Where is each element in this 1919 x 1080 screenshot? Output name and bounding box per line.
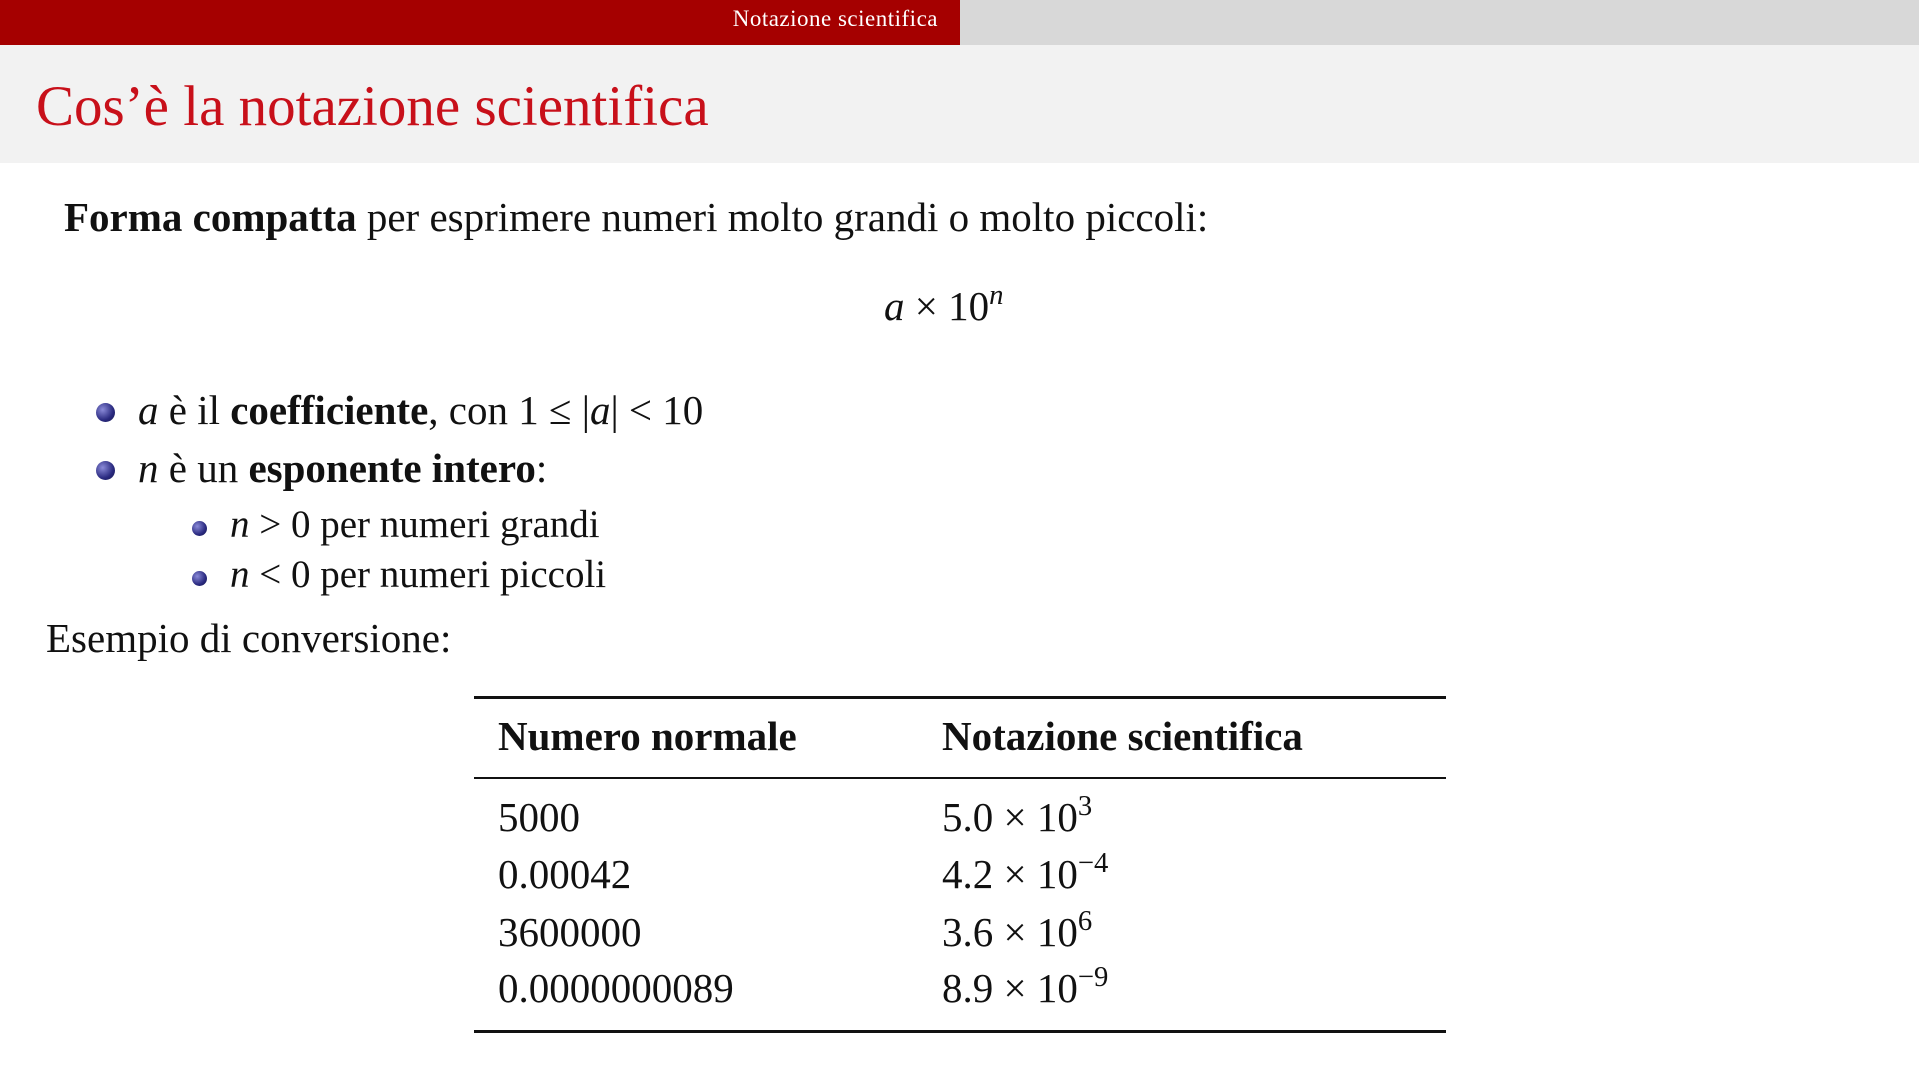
table-header: Notazione scientifica [942, 713, 1303, 759]
mantissa: 8.9 × 10 [942, 965, 1078, 1011]
table-top-rule [474, 696, 1446, 699]
text: : [535, 445, 548, 491]
bullet-item [138, 386, 703, 434]
section-title: Notazione scientifica [732, 6, 938, 31]
table-cell-normal: 0.0000000089 [498, 965, 734, 1011]
exponent: 3 [1077, 790, 1093, 823]
bullet-item [138, 444, 547, 492]
subbullet-item [230, 502, 600, 547]
text: > 0 per numeri grandi [259, 503, 600, 546]
exponent: −4 [1077, 847, 1109, 880]
bullet-icon [96, 403, 115, 422]
var: a [589, 387, 611, 433]
var: n [230, 503, 250, 546]
subbullet-item [230, 552, 606, 597]
table-header: Numero normale [498, 713, 797, 759]
frame-title: Cos’è la notazione scientifica [36, 75, 709, 138]
formula-exponent: n [989, 279, 1004, 312]
bold-term: esponente intero [248, 445, 536, 491]
text: è un [168, 445, 239, 491]
intro-text [64, 193, 1208, 241]
table-cell-scientific [942, 905, 1093, 956]
header-bar [0, 0, 1919, 45]
mantissa: 5.0 × 10 [942, 794, 1078, 840]
bullet-icon [96, 461, 115, 480]
example-label: Esempio di conversione: [46, 615, 452, 661]
formula [884, 279, 1004, 330]
var: n [230, 553, 250, 596]
table-cell-scientific [942, 790, 1093, 841]
table-cell-normal: 3600000 [498, 909, 642, 955]
bold-term: coefficiente [230, 387, 429, 433]
exponent: 6 [1077, 905, 1093, 938]
table-cell-normal: 5000 [498, 794, 580, 840]
table-bottom-rule [474, 1030, 1446, 1033]
intro-bold: Forma compatta [64, 194, 357, 240]
subbullet-icon [192, 521, 207, 536]
mantissa: 4.2 × 10 [942, 851, 1078, 897]
formula-base: × 10 [914, 283, 990, 329]
text: < 0 per numeri piccoli [259, 553, 607, 596]
text: è il [168, 387, 220, 433]
intro-rest: per esprimere numeri molto grandi o molto piccoli: [366, 194, 1209, 240]
mantissa: 3.6 × 10 [942, 909, 1078, 955]
formula-coefficient: a [884, 283, 905, 329]
table-cell-normal: 0.00042 [498, 851, 632, 897]
header-section-bar [0, 0, 960, 45]
table-cell-scientific [942, 961, 1109, 1012]
table-cell-scientific [942, 847, 1109, 898]
var: a [138, 387, 159, 433]
subbullet-icon [192, 571, 207, 586]
exponent: −9 [1077, 961, 1109, 994]
text: | < 10 [610, 387, 704, 433]
var: n [138, 445, 159, 491]
table-mid-rule [474, 777, 1446, 779]
text: , con 1 ≤ | [428, 387, 590, 433]
